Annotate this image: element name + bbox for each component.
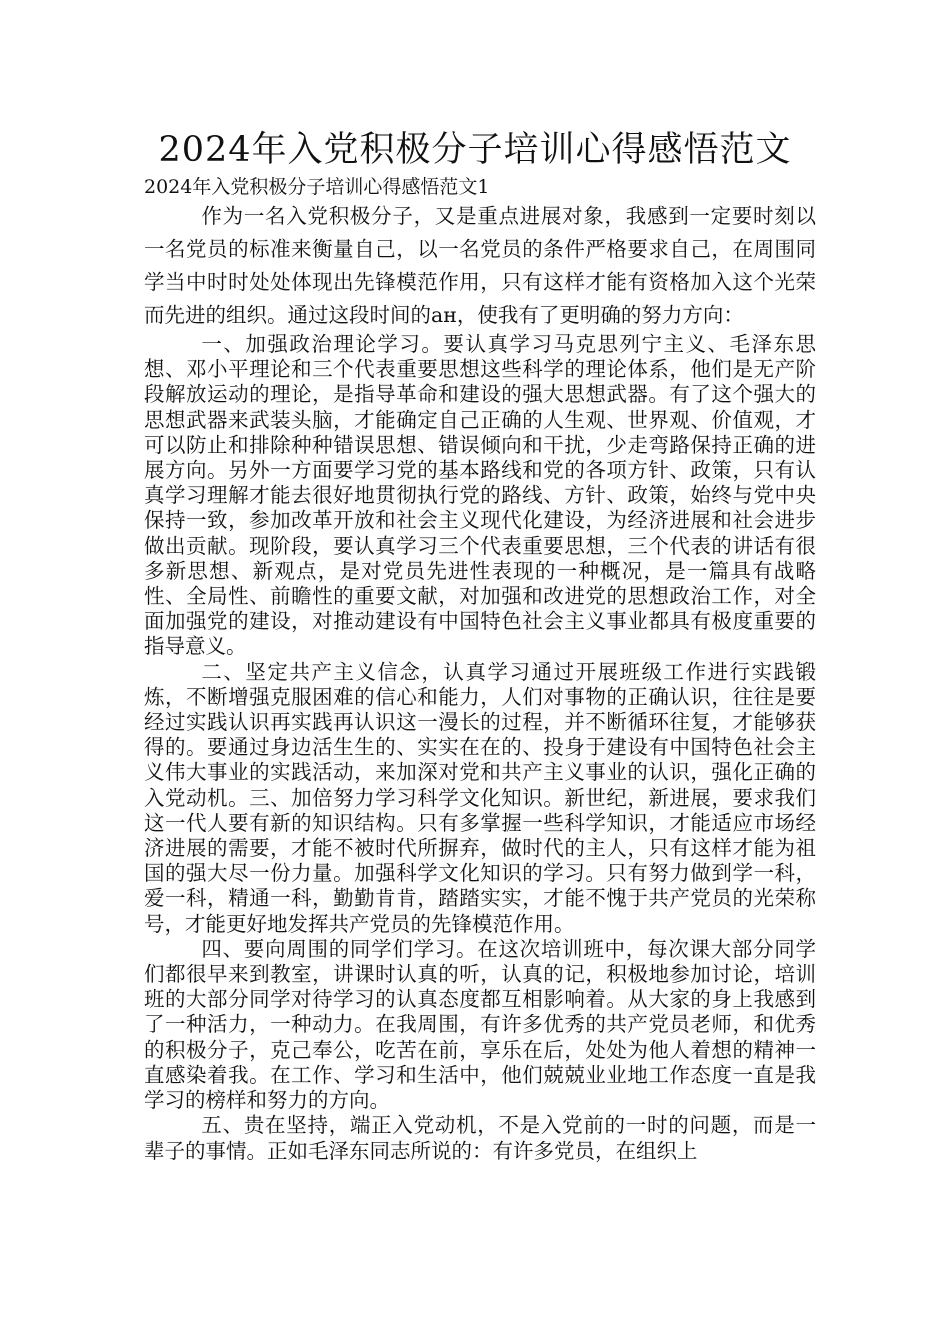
document-title: 2024年入党积极分子培训心得感悟范文 [158,130,792,170]
paragraph-4: 五、贵在坚持，端正入党动机，不是入党前的一时的问题，而是一辈子的事情。正如毛泽东同志所说的：有许多党员，在组织上 [144,1113,816,1163]
paragraph-3: 四、要向周围的同学们学习。在这次培训班中，每次课大部分同学们都很早来到教室，讲课时认真的听，认真的记，积极地参加讨论，培训班的大部分同学对待学习的认真态度都互相影响着。从大家的身上我感到了一种活力，一种动力。在我周围，有许多优秀的共产党员老师，和优秀的积极分子，克己奉公，吃苦在前，享乐在后，处处为他人着想的精神一直感染着我。在工作、学习和生活中，他们兢兢业业地工作态度一直是我学习的榜样和努力的方向。 [144,936,816,1113]
document-subtitle: 2024年入党积极分子培训心得感悟范文1 [144,176,490,198]
paragraph-intro: 作为一名入党积极分子，又是重点进展对象，我感到一定要时刻以一名党员的标准来衡量自己，以一名党员的条件严格要求自己，在周围同学当中时时处处体现出先锋模范作用，只有这样才能有资格加入这个光荣而先进的组织。通过这段时间的ан，使我有了更明确的努力方向： [144,204,816,327]
document-body [144,200,816,1164]
paragraph-2: 二、坚定共产主义信念，认真学习通过开展班级工作进行实践锻炼，不断增强克服困难的信心和能力，人们对事物的正确认识，往往是要经过实践认识再实践再认识这一漫长的过程，并不断循环往复，才能够获得的。要通过身边活生生的、实实在在的、投身于建设有中国特色社会主义伟大事业的实践活动，来加深对党和共产主义事业的认识，强化正确的入党动机。三、加倍努力学习科学文化知识。新世纪，新进展，要求我们这一代人要有新的知识结构。只有多掌握一些科学知识，才能适应市场经济进展的需要，才能不被时代所摒弃，做时代的主人，只有这样才能为祖国的强大尽一份力量。加强科学文化知识的学习。只有努力做到学一科，爱一科，精通一科，勤勤肯肯，踏踏实实，才能不愧于共产党员的光荣称号，才能更好地发挥共产党员的先锋模范作用。 [144,659,816,936]
paragraph-1: 一、加强政治理论学习。要认真学习马克思列宁主义、毛泽东思想、邓小平理论和三个代表重要思想这些科学的理论体系，他们是无产阶段解放运动的理论，是指导革命和建设的强大思想武器。有了这个强大的思想武器来武装头脑，才能确定自己正确的人生观、世界观、价值观，才可以防止和排除种种错误思想、错误倾向和干扰，少走弯路保持正确的进展方向。另外一方面要学习党的基本路线和党的各项方针、政策，只有认真学习理解才能去很好地贯彻执行党的路线、方针、政策，始终与党中央保持一致，参加改革开放和社会主义现代化建设，为经济进展和社会进步做出贡献。现阶段，要认真学习三个代表重要思想，三个代表的讲话有很多新思想、新观点，是对党员先进性表现的一种概况，是一篇具有战略性、全局性、前瞻性的重要文献，对加强和改进党的思想政治工作，对全面加强党的建设，对推动建设有中国特色社会主义事业都具有极度重要的指导意义。 [144,332,816,659]
